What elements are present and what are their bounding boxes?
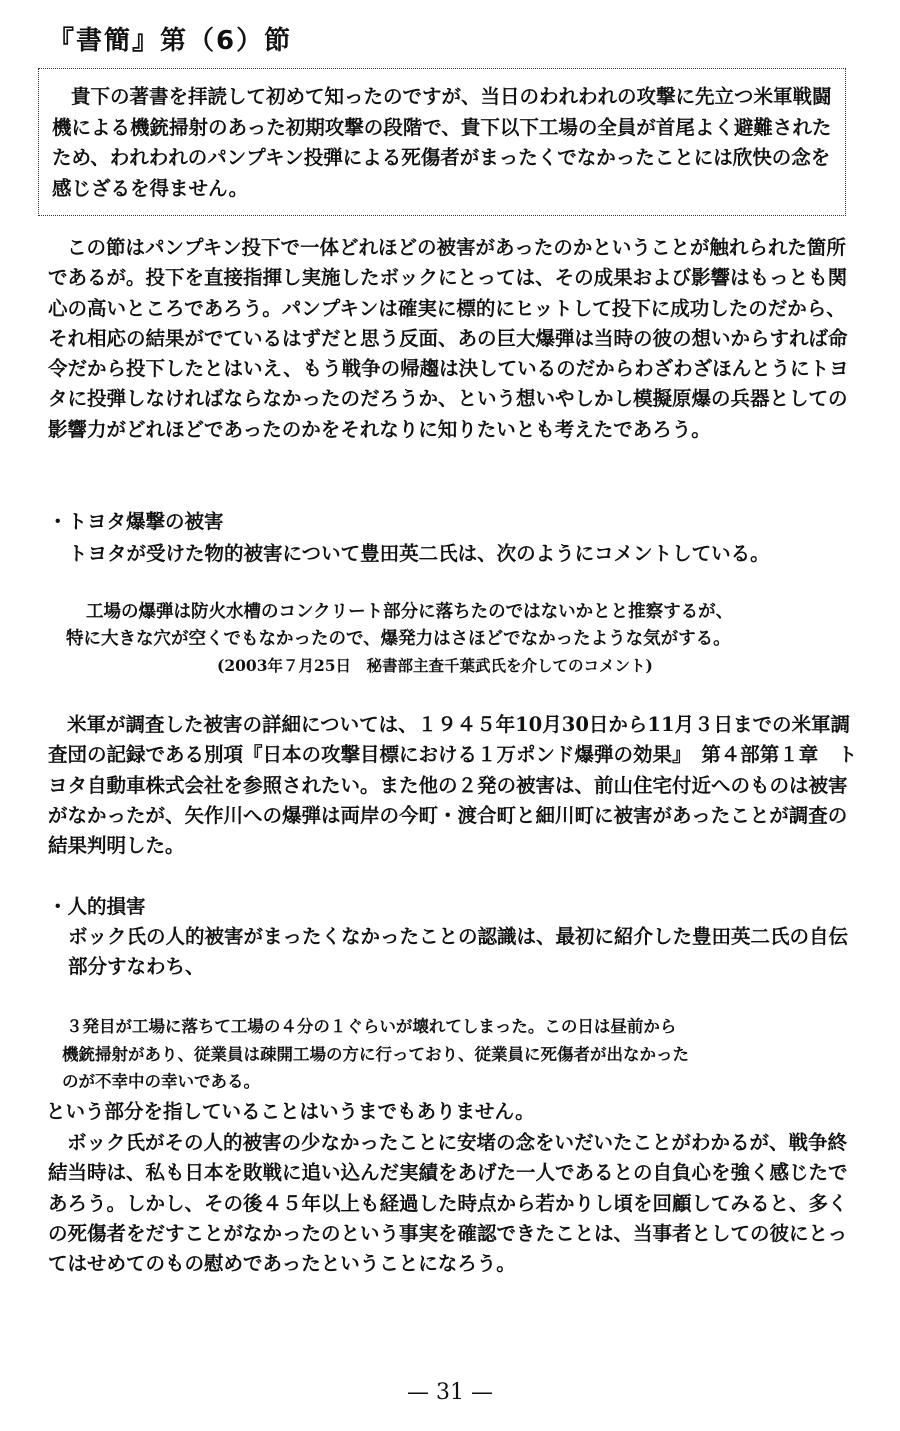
closing-paragraph: ボック氏がその人的被害の少なかったことに安堵の念をいだいたことがわかるが、戦争終結当時は、私も日本を敗戦に追い込んだ実績をあげた一人であるとの自負心を強く感じたであろう。しかし、その後４５年以上も経過した時点から若かりし頃を回顧してみると、多くの死傷者をだすことがなかったのという事実を確認できたことは、当事者としての彼にとってはせめてのもの慰めであったということになろう。 [48, 1131, 848, 1276]
section2-quote-line: 機銃掃射があり、従業員は疎開工場の方に行っており、従業員に死傷者が出なかった [62, 1045, 689, 1064]
section2-quote-line: ３発目が工場に落ちて工場の４分の１ぐらいが壊れてしまった。この日は昼前から [66, 1017, 677, 1036]
section2-after-quote: という部分を指していることはいうまでもありません。 [46, 1100, 535, 1123]
section1-quote-source: (2003年７月25日 秘書部主査千葉武氏を介してのコメント) [217, 656, 653, 675]
section1-body: 米軍が調査した被害の詳細については、１９４５年10月30日から11月３日までの米軍調査団の記録である別項『日本の攻撃目標における１万ポンド爆弾の効果』 第４部第１章 トヨタ自動車株式会社を参照されたい。また他の２発の被害は、前山住宅付近へのものは被害がなかったが、矢作川への爆弾は両岸の今町・渡合町と細川町に被害があったことが調査の結果判明した。 [48, 713, 858, 858]
section2-lead: ボック氏の人的被害がまったくなかったことの認識は、最初に紹介した豊田英二氏の自伝部分すなわち、 [68, 925, 849, 979]
section1-lead: トヨタが受けた物的被害について豊田英二氏は、次のようにコメントしている。 [68, 542, 770, 565]
section-heading-human-damage: ・人的損害 [48, 895, 146, 918]
section-title: 『書簡』第（6）節 [48, 26, 293, 56]
page-number: — 31 — [407, 1380, 493, 1405]
intro-paragraph: この節はパンプキン投下で一体どれほどの被害があったのかということが触れられた箇所であるが。投下を直接指揮し実施したボックにとっては、その成果および影響はもっとも関心の高いところであろう。パンプキンは確実に標的にヒットして投下に成功したのだから、それ相応の結果がでているはずだと思う反面、あの巨大爆弾は当時の彼の想いからすれば命令だから投下したとはいえ、もう戦争の帰趨は決しているのだからわざわざほんとうにトヨタに投弾しなければならなかったのだろうか、という想いやしかし模擬原爆の兵器としての影響力がどれほどであったのかをそれなりに知りたいとも考えたであろう。 [48, 236, 849, 441]
section-heading-toyota-damage: ・トヨタ爆撃の被害 [48, 510, 224, 533]
section1-quote-line: 特に大きな穴が空くでもなかったので、爆発力はさほどでなかったような気がする。 [66, 629, 731, 649]
section2-quote-line: のが不幸中の幸いである。 [62, 1072, 260, 1091]
letter-quote-text: 貴下の著書を拝読して初めて知ったのですが、当日のわれわれの攻撃に先立つ米軍戦闘機による機銃掃射のあった初期攻撃の段階で、貴下以下工場の全員が首尾よく避難されたため、われわれのパンプキン投弾による死傷者がまったくでなかったことには欣快の念を感じざるを得ません。 [52, 85, 832, 200]
section1-quote-line: 工場の爆弾は防火水槽のコンクリート部分に落ちたのではないかとと推察するが、 [86, 602, 734, 622]
